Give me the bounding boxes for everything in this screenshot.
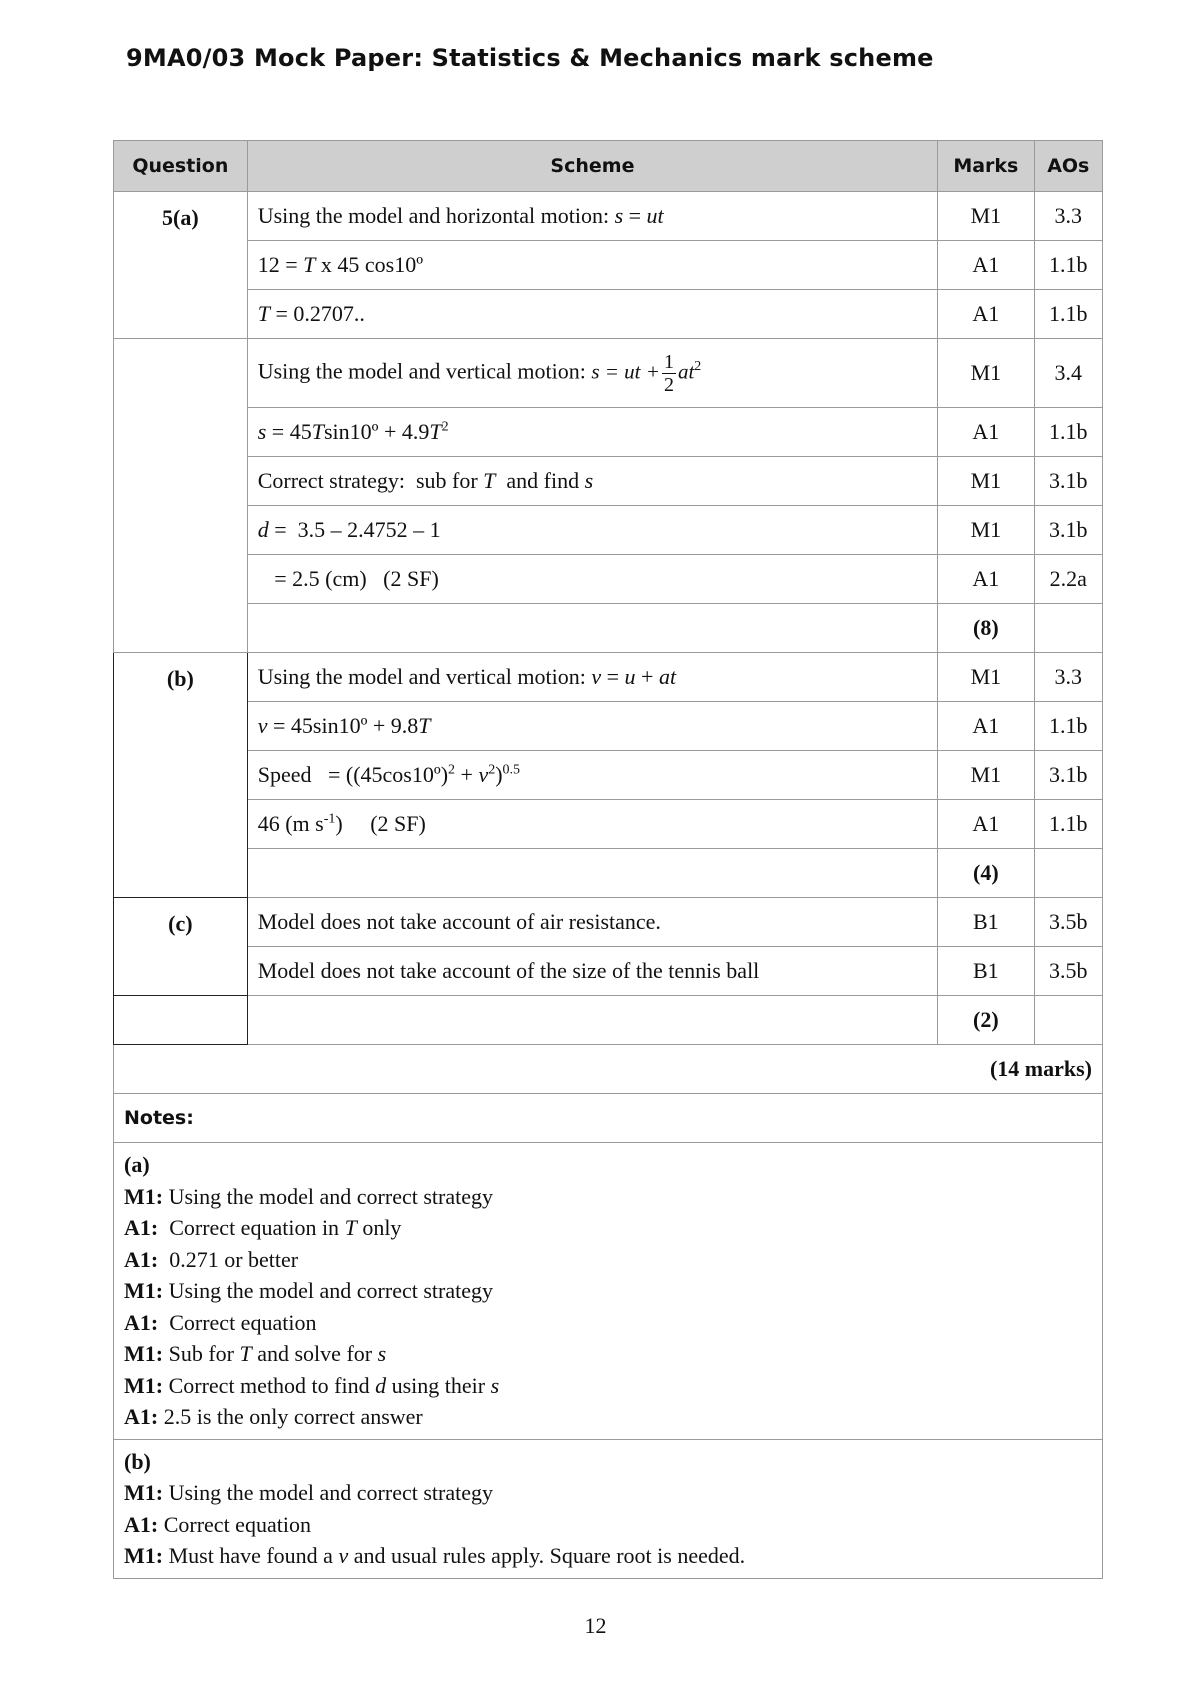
ao-cell: 3.1b	[1034, 751, 1102, 800]
table-row	[114, 339, 1103, 408]
notes-a	[114, 1143, 1103, 1440]
scheme-cell: s = 45Tsin10º + $4.9T^2$	[247, 408, 937, 457]
notes-b-row	[114, 1439, 1103, 1578]
scheme-cell: Using the model and horizontal motion: s = ut	[247, 192, 937, 241]
marks-cell: M1	[938, 339, 1034, 408]
notes-a-label: (a)	[124, 1152, 150, 1177]
notes-b-label: (b)	[124, 1448, 151, 1474]
marks-cell: A1	[938, 702, 1034, 751]
note-line: M1: Correct method to find d using their s	[124, 1372, 500, 1398]
ao-cell: 1.1b	[1034, 800, 1102, 849]
note-line: A1: 2.5 is the only correct answer	[124, 1404, 423, 1429]
note-line: A1: Correct equation	[124, 1309, 317, 1335]
marks-cell: B1	[938, 947, 1034, 996]
question-cell: (b)	[114, 653, 248, 898]
page-title: 9MA0/03 Mock Paper: Statistics & Mechanics mark scheme	[126, 44, 934, 72]
note-line: A1: Correct equation	[124, 1511, 311, 1537]
ao-cell: 2.2a	[1034, 555, 1102, 604]
note-line: A1: 0.271 or better	[124, 1246, 299, 1272]
notes-b	[114, 1439, 1103, 1578]
ao-cell: 1.1b	[1034, 241, 1102, 290]
table-row	[114, 241, 1103, 290]
table-row	[114, 555, 1103, 604]
fraction: $\frac{1}{2}$	[663, 350, 674, 396]
question-cell: 5(a)	[114, 192, 248, 339]
marks-cell: M1	[938, 653, 1034, 702]
scheme-cell: = 2.5 (cm) (2 SF)	[247, 555, 937, 604]
ao-cell: 3.1b	[1034, 506, 1102, 555]
subtotal-row	[114, 604, 1103, 653]
page-number: 12	[584, 1613, 607, 1638]
table-row	[114, 192, 1103, 241]
note-line: M1: Using the model and correct strategy	[124, 1480, 493, 1505]
notes-a-row	[114, 1143, 1103, 1440]
subtotal-row	[114, 849, 1103, 898]
marks-cell: M1	[938, 751, 1034, 800]
header-row	[114, 141, 1103, 192]
question-cell: (c)	[114, 898, 248, 996]
scheme-cell-empty	[247, 996, 937, 1045]
scheme-cell-empty	[247, 604, 937, 653]
subtotal-marks: (4)	[938, 849, 1034, 898]
note-line: M1: Using the model and correct strategy	[124, 1278, 493, 1303]
note-line: A1: Correct equation in T only	[124, 1215, 402, 1240]
scheme-cell: Model does not take account of the size of the tennis ball	[247, 947, 937, 996]
ao-cell: 3.5b	[1034, 947, 1102, 996]
ao-cell: 3.3	[1034, 653, 1102, 702]
marks-cell: A1	[938, 555, 1034, 604]
marks-cell: A1	[938, 800, 1034, 849]
total-row	[114, 1045, 1103, 1094]
marks-cell: M1	[938, 457, 1034, 506]
scheme-cell: 12 = T x 45 cos10º	[247, 241, 937, 290]
table-row	[114, 408, 1103, 457]
scheme-cell: d = 3.5 – 2.4752 – 1	[247, 506, 937, 555]
header-scheme: Scheme	[247, 141, 937, 192]
note-line: M1: Must have found a v and usual rules apply. Square root is needed.	[124, 1543, 746, 1568]
ao-cell-empty	[1034, 604, 1102, 653]
table-row	[114, 800, 1103, 849]
scheme-cell-empty	[247, 849, 937, 898]
scheme-cell: Using the model and vertical motion: s = ut + $\frac{1}{2}$ $at^2$	[247, 339, 937, 408]
header-question: Question	[114, 141, 248, 192]
marks-cell: A1	[938, 290, 1034, 339]
header-aos: AOs	[1034, 141, 1102, 192]
marks-cell: B1	[938, 898, 1034, 947]
notes-heading-row	[114, 1094, 1103, 1143]
header-marks: Marks	[938, 141, 1034, 192]
scheme-cell: Using the model and vertical motion: v = u + at	[247, 653, 937, 702]
scheme-cell: Correct strategy: sub for T and find s	[247, 457, 937, 506]
scheme-cell: T = 0.2707..	[247, 290, 937, 339]
total-marks: (14 marks)	[114, 1045, 1103, 1094]
table-row	[114, 457, 1103, 506]
note-line: M1: Sub for T and solve for s	[124, 1341, 387, 1366]
table-row	[114, 506, 1103, 555]
ao-cell: 3.5b	[1034, 898, 1102, 947]
ao-cell-empty	[1034, 996, 1102, 1045]
marks-cell: M1	[938, 506, 1034, 555]
table-row	[114, 653, 1103, 702]
table-row	[114, 947, 1103, 996]
scheme-cell: 46 (m $s^{-1}$) (2 SF)	[247, 800, 937, 849]
scheme-cell: Model does not take account of air resistance.	[247, 898, 937, 947]
scheme-cell: Speed = ((45cos10º)$^2$ + $v^2)^{0.5}$	[247, 751, 937, 800]
mark-scheme-table	[113, 140, 1103, 1579]
notes-heading: Notes:	[114, 1094, 1103, 1143]
table-row	[114, 751, 1103, 800]
marks-cell: A1	[938, 408, 1034, 457]
marks-cell: M1	[938, 192, 1034, 241]
ao-cell: 3.1b	[1034, 457, 1102, 506]
ao-cell: 1.1b	[1034, 408, 1102, 457]
ao-cell: 1.1b	[1034, 290, 1102, 339]
marks-cell: A1	[938, 241, 1034, 290]
ao-cell: 1.1b	[1034, 702, 1102, 751]
question-cell-empty	[114, 996, 248, 1045]
subtotal-marks: (8)	[938, 604, 1034, 653]
table-row	[114, 702, 1103, 751]
subtotal-marks: (2)	[938, 996, 1034, 1045]
table-row	[114, 290, 1103, 339]
table-row	[114, 898, 1103, 947]
note-line: M1: Using the model and correct strategy	[124, 1183, 493, 1209]
subtotal-row	[114, 996, 1103, 1045]
scheme-cell: v = 45sin10º + 9.8T	[247, 702, 937, 751]
ao-cell: 3.3	[1034, 192, 1102, 241]
question-cell-empty	[114, 339, 248, 653]
ao-cell-empty	[1034, 849, 1102, 898]
ao-cell: 3.4	[1034, 339, 1102, 408]
